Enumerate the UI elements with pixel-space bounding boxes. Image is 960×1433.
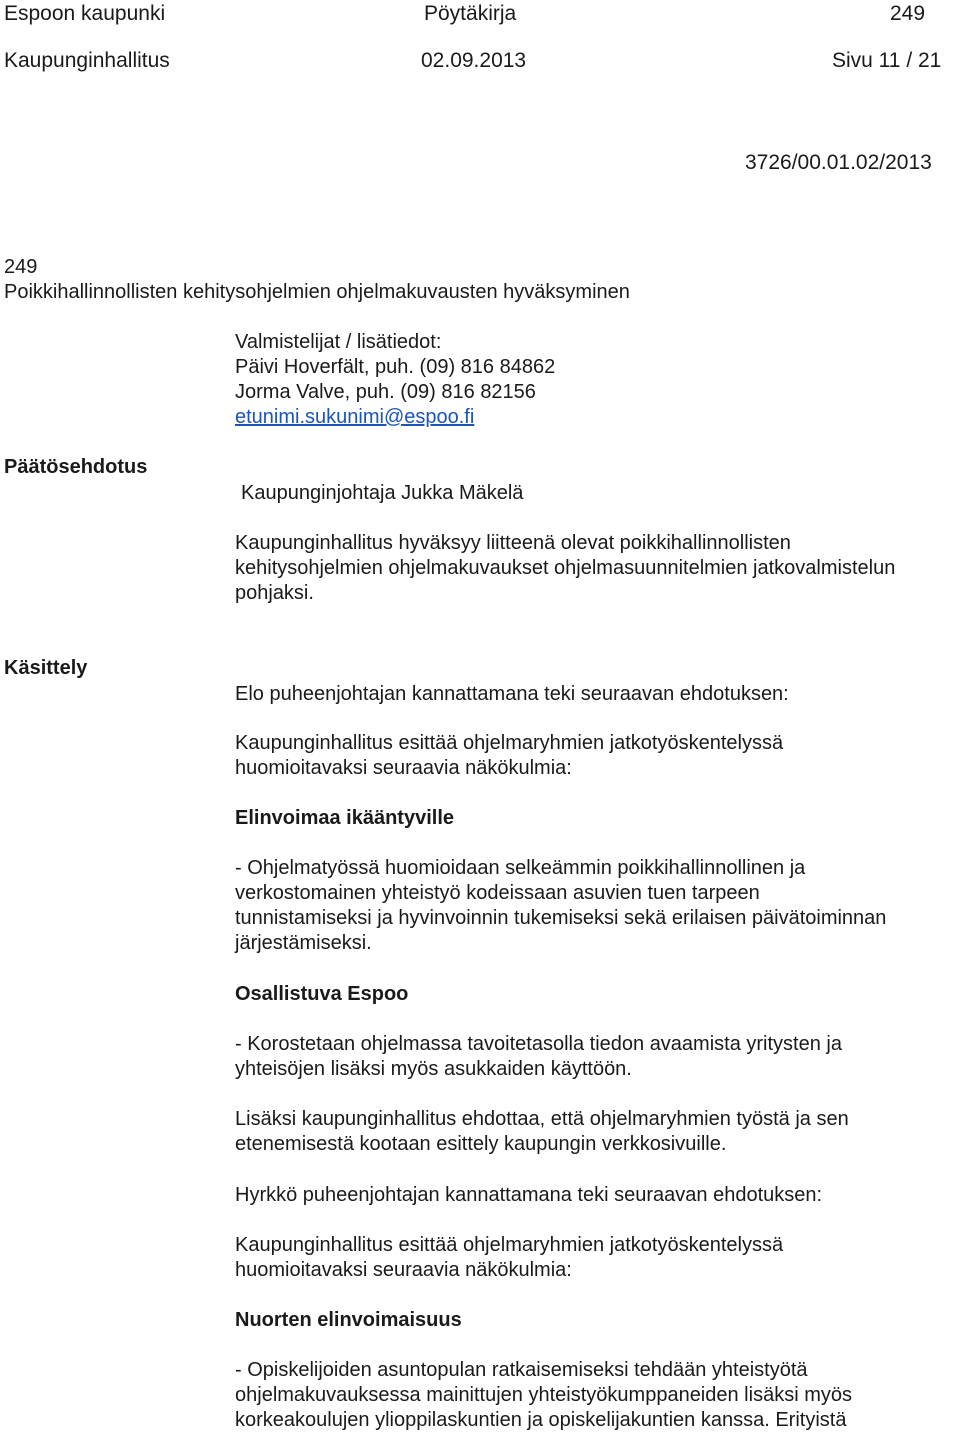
text-line: huomioitavaksi seuraavia näkökulmia: xyxy=(235,757,572,779)
text-line: - Ohjelmatyössä huomioidaan selkeämmin poikkihallinnollinen ja xyxy=(235,857,806,879)
proposer: Kaupunginjohtaja Jukka Mäkelä xyxy=(241,482,524,504)
preparers-label: Valmistelijat / lisätiedot: xyxy=(235,331,442,353)
subheading: Nuorten elinvoimaisuus xyxy=(235,1309,462,1331)
document-type: Pöytäkirja xyxy=(424,2,517,25)
subheading: Osallistuva Espoo xyxy=(235,983,409,1005)
text-line: järjestämiseksi. xyxy=(235,932,372,954)
text-line: Kaupunginhallitus esittää ohjelmaryhmien jatkotyöskentelyssä xyxy=(235,1234,784,1256)
preparers-block xyxy=(235,330,957,430)
handling-paragraph xyxy=(235,1107,957,1157)
proposal-line: kehitysohjelmien ohjelmakuvaukset ohjelmasuunnitelmien jatkovalmistelun xyxy=(235,557,896,579)
page-number: Sivu 11 / 21 xyxy=(832,49,942,72)
handling-paragraph: Elo puheenjohtajan kannattamana teki seuraavan ehdotuksen: xyxy=(235,683,789,705)
organization-name: Espoon kaupunki xyxy=(4,2,166,25)
proposal-line: pohjaksi. xyxy=(235,582,314,604)
handling-paragraph xyxy=(235,1358,957,1433)
preparer-line: Päivi Hoverfält, puh. (09) 816 84862 xyxy=(235,356,556,378)
proposal-line: Kaupunginhallitus hyväksyy liitteenä olevat poikkihallinnollisten xyxy=(235,532,791,554)
email-link[interactable]: etunimi.sukunimi@espoo.fi xyxy=(235,406,475,428)
subheading: Elinvoimaa ikääntyville xyxy=(235,807,454,829)
handling-paragraph xyxy=(235,1032,957,1082)
handling-heading: Käsittely xyxy=(4,657,88,679)
text-line: etenemisestä kootaan esittely kaupungin verkkosivuille. xyxy=(235,1133,727,1155)
preparer-line: Jorma Valve, puh. (09) 816 82156 xyxy=(235,381,536,403)
text-line: korkeakoulujen ylioppilaskuntien ja opiskelijakuntien kanssa. Erityistä xyxy=(235,1409,847,1431)
handling-paragraph xyxy=(235,1233,957,1283)
section-number: 249 xyxy=(890,2,926,25)
proposal-heading: Päätösehdotus xyxy=(4,456,148,478)
case-id: 3726/00.01.02/2013 xyxy=(745,151,932,174)
text-line: Lisäksi kaupunginhallitus ehdottaa, että ohjelmaryhmien työstä ja sen xyxy=(235,1108,849,1130)
text-line: - Korostetaan ohjelmassa tavoitetasolla tiedon avaamista yritysten ja xyxy=(235,1033,842,1055)
text-line: ohjelmakuvauksessa mainittujen yhteistyökumppaneiden lisäksi myös xyxy=(235,1384,852,1406)
text-line: - Opiskelijoiden asuntopulan ratkaisemiseksi tehdään yhteistyötä xyxy=(235,1359,808,1381)
governing-body: Kaupunginhallitus xyxy=(4,49,170,72)
item-number: 249 xyxy=(4,256,38,278)
item-title: Poikkihallinnollisten kehitysohjelmien ohjelmakuvausten hyväksyminen xyxy=(4,281,630,303)
text-line: tunnistamiseksi ja hyvinvoinnin tukemiseksi sekä erilaisen päivätoiminnan xyxy=(235,907,887,929)
text-line: verkostomainen yhteistyö kodeissaan asuvien tuen tarpeen xyxy=(235,882,760,904)
handling-paragraph xyxy=(235,856,957,956)
text-line: huomioitavaksi seuraavia näkökulmia: xyxy=(235,1259,572,1281)
text-line: Kaupunginhallitus esittää ohjelmaryhmien jatkotyöskentelyssä xyxy=(235,732,784,754)
handling-paragraph xyxy=(235,731,957,781)
meeting-date: 02.09.2013 xyxy=(421,49,527,72)
proposal-text xyxy=(235,531,957,606)
handling-paragraph: Hyrkkö puheenjohtajan kannattamana teki seuraavan ehdotuksen: xyxy=(235,1184,823,1206)
text-line: yhteisöjen lisäksi myös asukkaiden käyttöön. xyxy=(235,1058,632,1080)
